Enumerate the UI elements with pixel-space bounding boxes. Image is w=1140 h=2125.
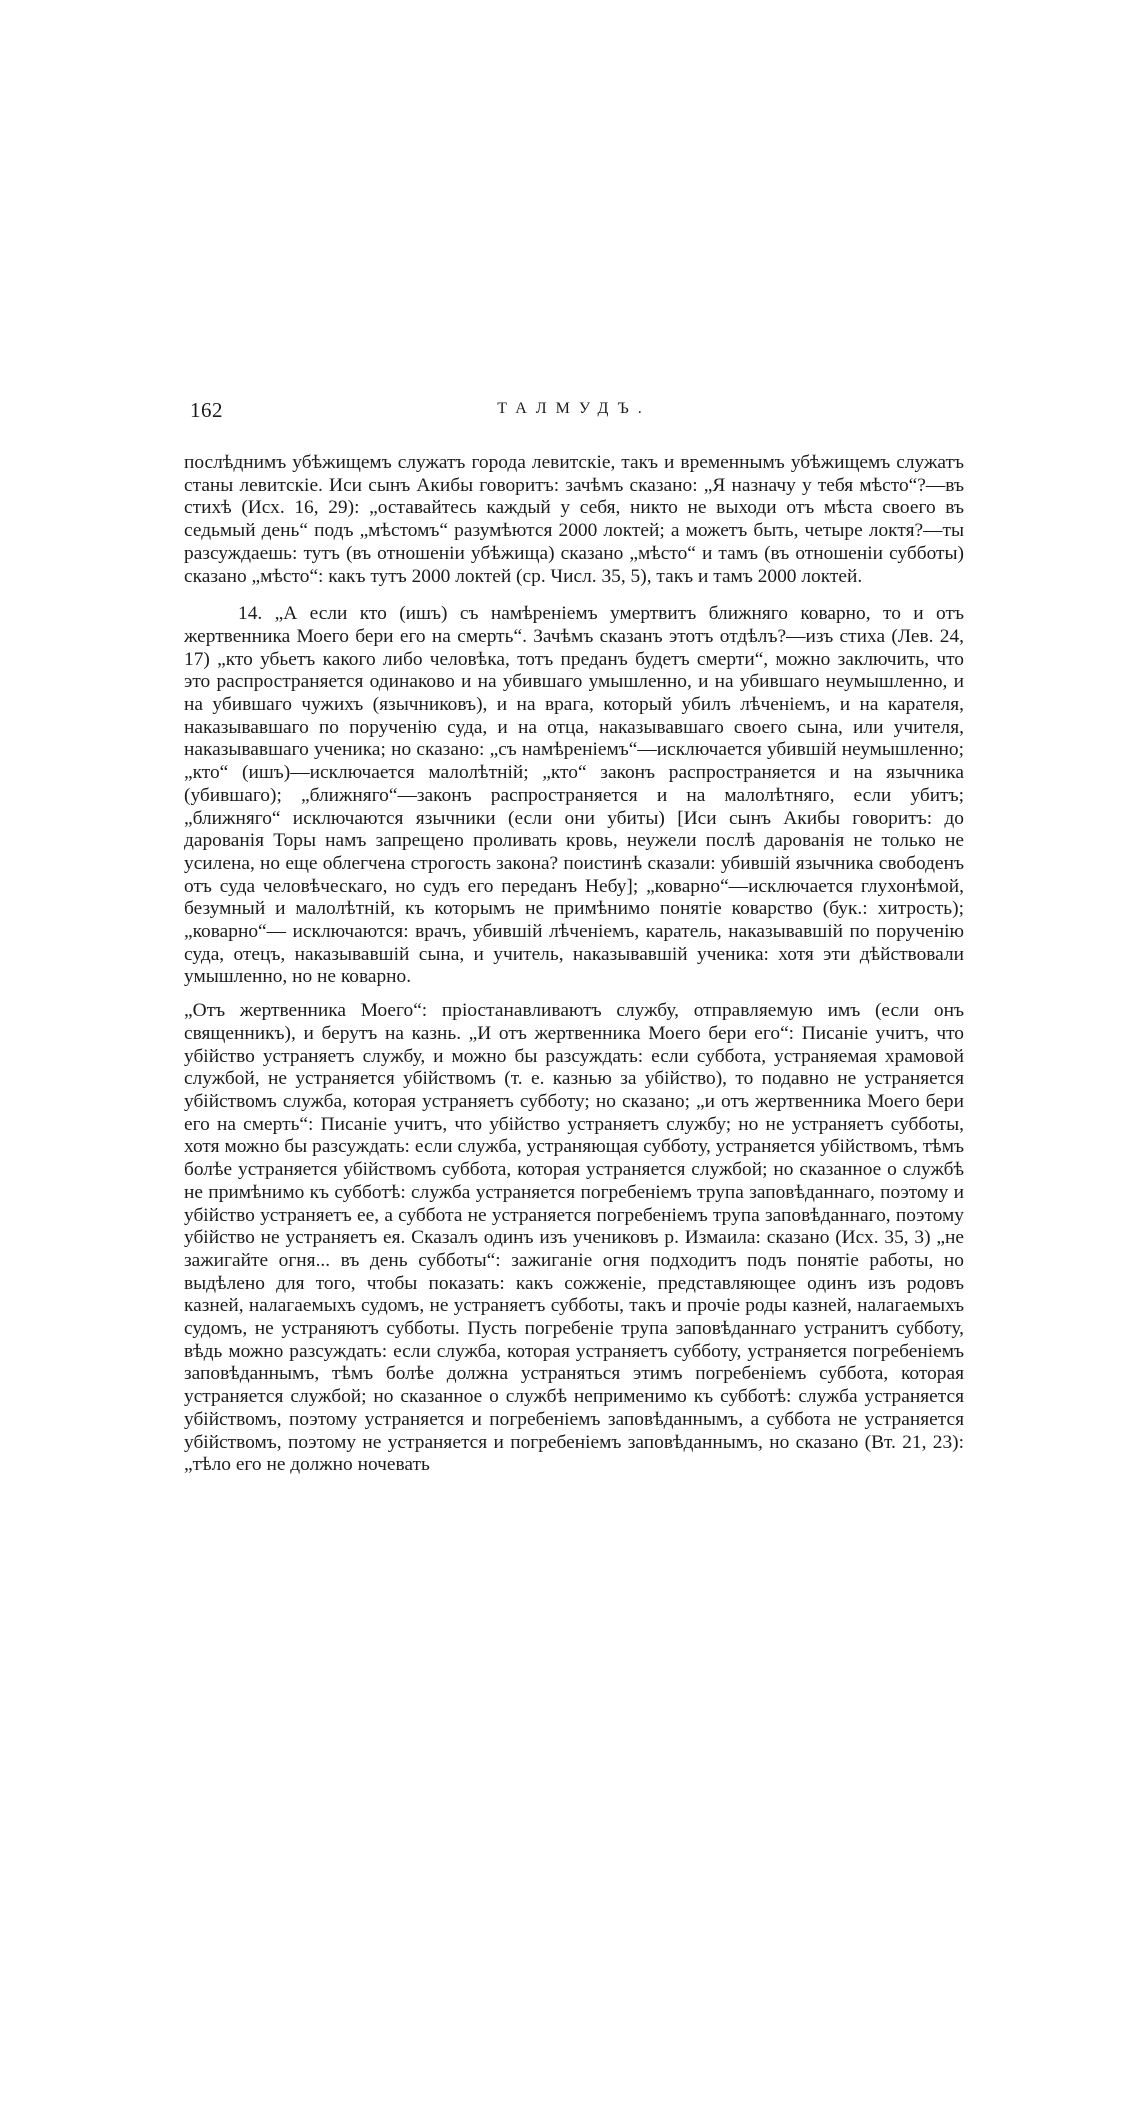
page-header	[184, 398, 964, 430]
page-number: 162	[190, 398, 223, 422]
paragraph: 14. „А если кто (ишъ) съ намѣреніемъ умертвитъ ближняго коварно, то и отъ жертвенника Моего бери его на смерть“. Зачѣмъ сказанъ этотъ отдѣлъ?—изъ стиха (Лев. 24, 17) „кто убьетъ какого либо человѣка, тотъ преданъ будетъ смерти“, можно заключить, что это распространяется одинаково и на убившаго умышленно, и на убившаго неумышленно, и на убившаго чужихъ (язычниковъ), и на врага, который убилъ лѣченіемъ, и на карателя, наказывавшаго по порученію суда, и на отца, наказывавшаго своего сына, или учителя, наказывавшаго ученика; но сказано: „съ намѣреніемъ“—исключается убившій неумышленно; „кто“ (ишъ)—исключается малолѣтній; „кто“ законъ распространяется и на язычника (убившаго); „ближняго“—законъ распространяется и на малолѣтняго, если убитъ; „ближняго“ исключаются язычники (если они убиты) [Иси сынъ Акибы говоритъ: до дарованія Торы намъ запрещено проливать кровь, неужели послѣ дарованія не только не усилена, но еще облегчена строгость закона? поистинѣ сказали: убившій язычника свободенъ отъ суда человѣческаго, но судъ его переданъ Небу]; „коварно“—исключается глухонѣмой, безумный и малолѣтній, къ которымъ не примѣнимо понятіе коварство (бук.: хитрость); „коварно“— исключаются: врачъ, убившій лѣченіемъ, каратель, наказывавшій по порученію суда, отецъ, наказывавшій сына, и учитель, наказывавшій ученика: хотя эти дѣйствовали умышленно, но не коварно.	[184, 603, 964, 988]
running-title: ТАЛМУДЪ.	[497, 400, 651, 417]
paragraph: послѣднимъ убѣжищемъ служатъ города левитскіе, такъ и временнымъ убѣжищемъ служатъ станы левитскіе. Иси сынъ Акибы говоритъ: зачѣмъ сказано: „Я назначу у тебя мѣсто“?—въ стихѣ (Исх. 16, 29): „оставайтесь каждый у себя, никто не выходи отъ мѣста своего въ седьмый день“ подъ „мѣстомъ“ разумѣются 2000 локтей; а можетъ быть, четыре локтя?—ты разсуждаешь: тутъ (въ отношеніи убѣжища) сказано „мѣсто“ и тамъ (въ отношеніи субботы) сказано „мѣсто“: какъ тутъ 2000 локтей (ср. Числ. 35, 5), такъ и тамъ 2000 локтей.	[184, 452, 964, 587]
paragraph: „Отъ жертвенника Моего“: пріостанавливаютъ службу, отправляемую имъ (если онъ священникъ), и берутъ на казнь. „И отъ жертвенника Моего бери его“: Писаніе учитъ, что убійство устраняетъ службу, и можно бы разсуждать: если суббота, устраняемая храмовой службой, не устраняется убійствомъ (т. е. казнью за убійство), то подавно не устраняется убійствомъ служба, которая устраняетъ субботу; но сказано; „и отъ жертвенника Моего бери его на смерть“: Писаніе учитъ, что убійство устраняетъ службу; но не устраняетъ субботы, хотя можно бы разсуждать: если служба, устраняющая субботу, устраняется убійствомъ, тѣмъ болѣе устраняется убійствомъ суббота, которая устраняется службой; но сказанное о службѣ не примѣнимо къ субботѣ: служба устраняется погребеніемъ трупа заповѣданнаго, поэтому и убійство устраняетъ ее, а суббота не устраняется погребеніемъ трупа заповѣданнаго, поэтому убійство не устраняетъ ея. Сказалъ одинъ изъ учениковъ р. Измаила: сказано (Исх. 35, 3) „не зажигайте огня... въ день субботы“: зажиганіе огня подходитъ подъ понятіе работы, но выдѣлено для того, чтобы показать: какъ сожженіе, представляющее одинъ изъ родовъ казней, налагаемыхъ судомъ, не устраняетъ субботы, такъ и прочіе роды казней, налагаемыхъ судомъ, не устраняютъ субботы. Пусть погребеніе трупа заповѣданнаго устранитъ субботу, вѣдь можно разсуждать: если служба, которая устраняетъ субботу, устраняется погребеніемъ заповѣданнымъ, тѣмъ болѣе должна устраняться этимъ погребеніемъ суббота, которая устраняется службой; но сказанное о службѣ неприменимо къ субботѣ: служба устраняется убійствомъ, поэтому устраняется и погребеніемъ заповѣданнымъ, а суббота не устраняется убійствомъ, поэтому не устраняется и погребеніемъ заповѣданнымъ, но сказано (Вт. 21, 23): „тѣло его не должно ночевать	[184, 1000, 964, 1476]
body-text	[184, 452, 964, 1477]
